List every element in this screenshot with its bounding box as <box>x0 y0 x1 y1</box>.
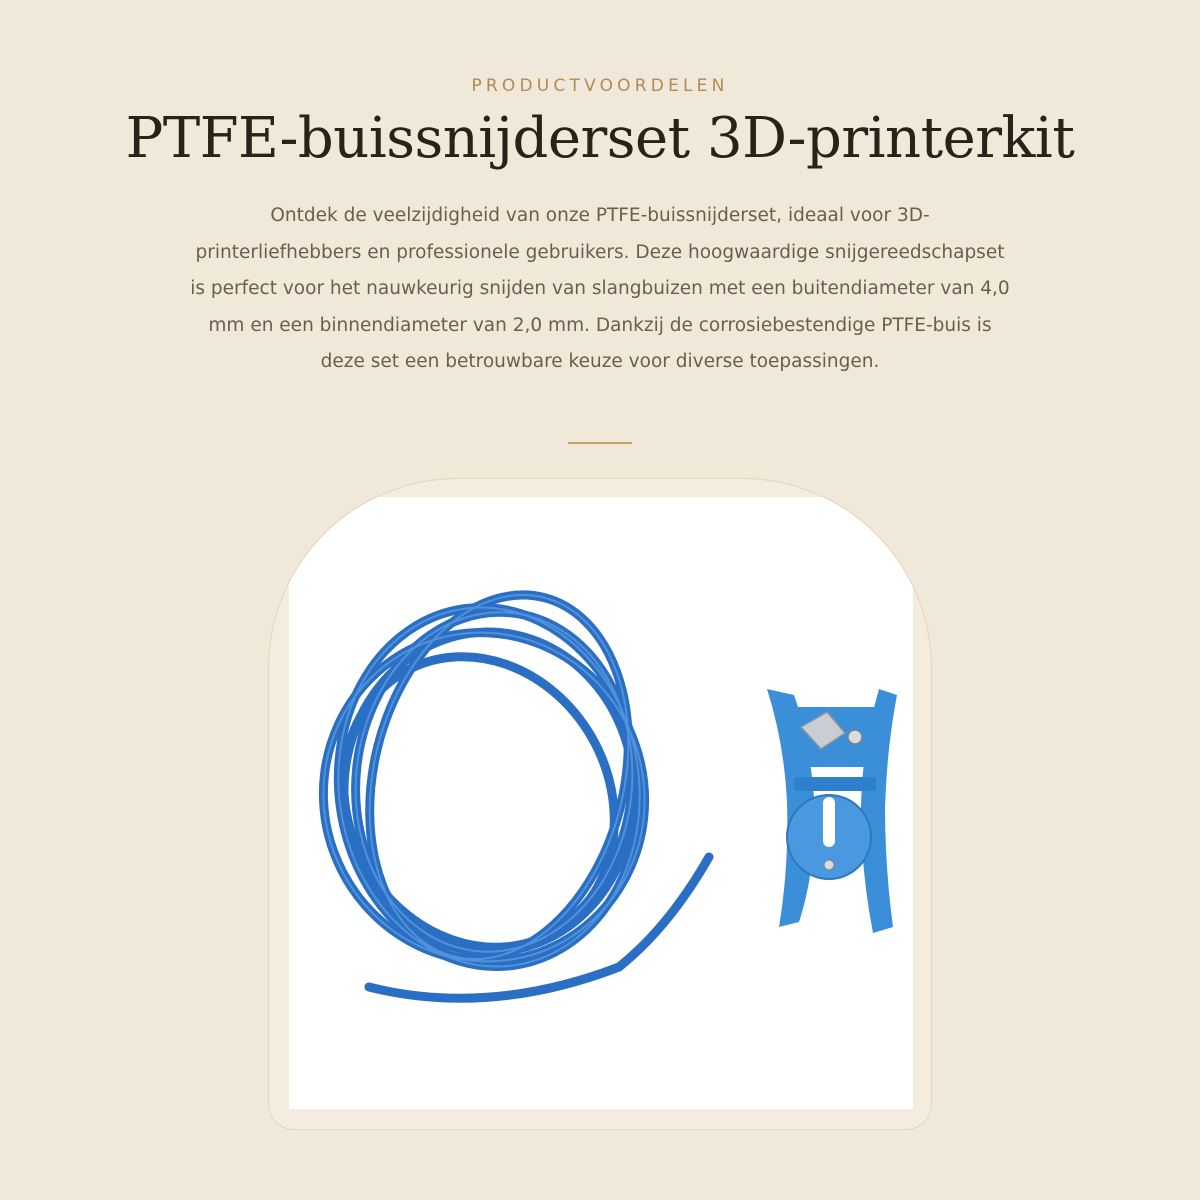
tube-cutter-tool <box>767 689 897 933</box>
eyebrow-label: PRODUCTVOORDELEN <box>471 76 729 96</box>
product-illustration <box>289 497 913 1109</box>
page-title: PTFE-buissnijderset 3D-printerkit <box>125 106 1075 171</box>
product-image-frame <box>268 478 932 1130</box>
product-photo <box>289 497 913 1109</box>
product-description: Ontdek de veelzijdigheid van onze PTFE-buissnijderset, ideaal voor 3D-printerliefhebbers en professionele gebruikers. Deze hoogwaardige snijgereedschapset is perfect voor het nauwkeurig snijden van slangbuizen met een buitendiameter van 4,0 mm en een binnendiameter van 2,0 mm. Dankzij de corrosiebestendige PTFE-buis is deze set een betrouwbare keuze voor diverse toepassingen. <box>190 205 1010 372</box>
accent-divider <box>568 442 632 444</box>
ptfe-tube-coil <box>289 567 709 1007</box>
